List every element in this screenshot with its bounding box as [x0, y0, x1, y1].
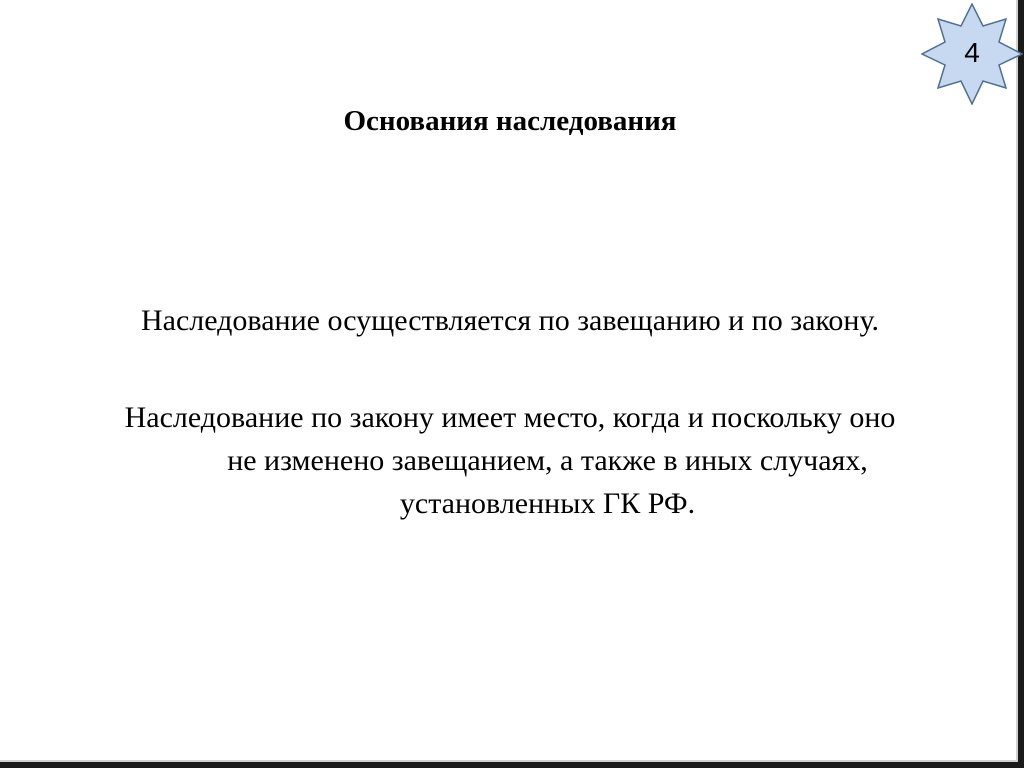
paragraph-2-line-2: не изменено завещанием, а также в иных случаях, — [227, 444, 868, 477]
paragraph-2-line-3: установленных ГК РФ. — [399, 487, 696, 520]
paragraph-1: Наследование осуществляется по завещанию и по закону. — [140, 304, 879, 337]
slide-title: Основания наследования — [343, 105, 677, 137]
paragraph-2-line-1: Наследование по закону имеет место, когда и поскольку оно — [124, 401, 896, 434]
paragraph-2 — [60, 396, 960, 525]
slide-number: 4 — [964, 37, 980, 68]
slide-number-badge — [921, 3, 1023, 105]
